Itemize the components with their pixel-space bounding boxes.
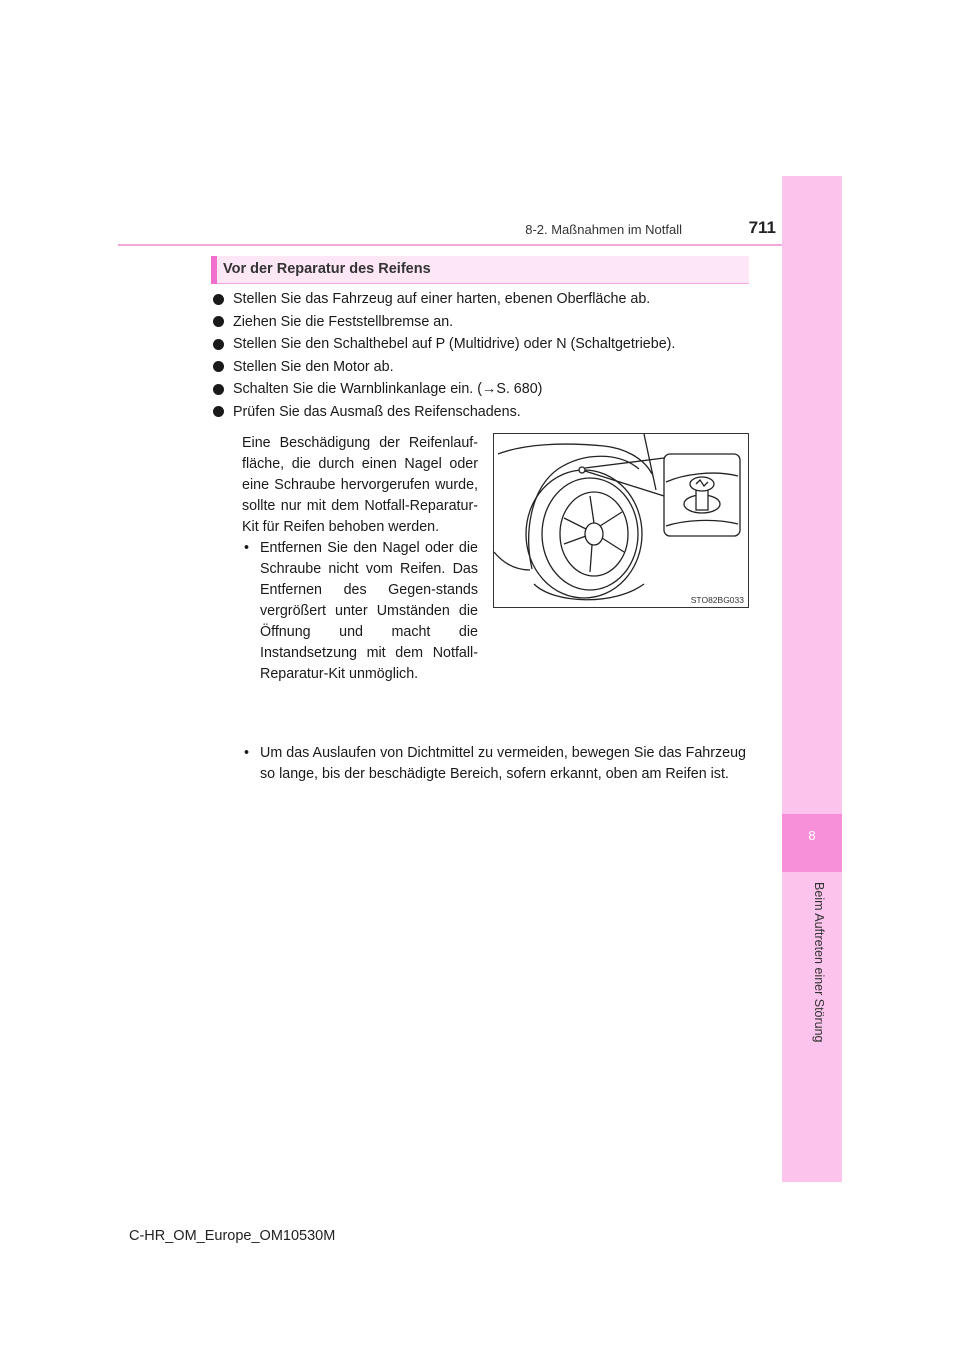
sub-bullet-icon: • bbox=[244, 745, 250, 761]
list-item-text: Stellen Sie das Fahrzeug auf einer harten, ebenen Oberfläche ab. bbox=[233, 291, 651, 308]
sub-list-item-text: Entfernen Sie den Nagel oder die Schraube nicht vom Reifen. Das Entfernen des Gegen-stands vergrößert unter Umständen die Öffnung und macht die Instandsetzung mit dem Notfall-Reparatur-Kit unmöglich. bbox=[260, 540, 478, 682]
detail-full-width bbox=[242, 743, 746, 785]
chapter-title: Beim Auftreten einer Störung bbox=[812, 882, 826, 1043]
header-divider bbox=[118, 244, 782, 246]
list-item bbox=[212, 333, 752, 356]
bullet-icon bbox=[213, 294, 224, 305]
header-section-title: 8-2. Maßnahmen im Notfall bbox=[525, 222, 682, 237]
instruction-list bbox=[212, 288, 752, 423]
tire-illustration bbox=[493, 433, 749, 608]
page-number: 711 bbox=[748, 218, 776, 237]
list-item-text: Ziehen Sie die Feststellbremse an. bbox=[233, 313, 454, 330]
sub-bullet-icon: • bbox=[244, 540, 250, 556]
bullet-icon bbox=[213, 406, 224, 417]
sub-list-item-text: Um das Auslaufen von Dichtmittel zu vermeiden, bewegen Sie das Fahrzeug so lange, bis der beschädigte Bereich, sofern erkannt, oben am Reifen ist. bbox=[260, 745, 746, 782]
sub-list-item bbox=[242, 743, 746, 785]
list-item-text: Prüfen Sie das Ausmaß des Reifenschadens. bbox=[233, 403, 521, 420]
bullet-icon bbox=[213, 361, 224, 372]
bullet-icon bbox=[213, 339, 224, 350]
chapter-number: 8 bbox=[808, 828, 816, 843]
tire-drawing bbox=[494, 434, 749, 608]
detail-intro: Eine Beschädigung der Reifenlauf-fläche, die durch einen Nagel oder eine Schraube hervorgerufen wurde, sollte nur mit dem Notfall-Reparatur-Kit für Reifen behoben werden. bbox=[242, 435, 478, 535]
list-item-text[interactable]: Schalten Sie die Warnblinkanlage ein. (→S. 680) bbox=[233, 381, 543, 398]
list-item bbox=[212, 401, 752, 424]
list-item-text: Stellen Sie den Motor ab. bbox=[233, 358, 394, 375]
list-item bbox=[212, 356, 752, 379]
detail-column bbox=[242, 433, 478, 685]
list-item-text: Stellen Sie den Schalthebel auf P (Multidrive) oder N (Schaltgetriebe). bbox=[233, 336, 676, 353]
bullet-icon bbox=[213, 316, 224, 327]
list-item bbox=[212, 288, 752, 311]
list-item bbox=[212, 311, 752, 334]
sub-list-item bbox=[242, 538, 478, 685]
chapter-tab[interactable] bbox=[782, 814, 842, 872]
figure-code: STO82BG033 bbox=[690, 595, 744, 605]
bullet-icon bbox=[213, 384, 224, 395]
section-heading-accent bbox=[211, 256, 217, 284]
list-item bbox=[212, 378, 752, 401]
document-id: C-HR_OM_Europe_OM10530M bbox=[129, 1228, 336, 1244]
section-title: Vor der Reparatur des Reifens bbox=[223, 261, 431, 277]
